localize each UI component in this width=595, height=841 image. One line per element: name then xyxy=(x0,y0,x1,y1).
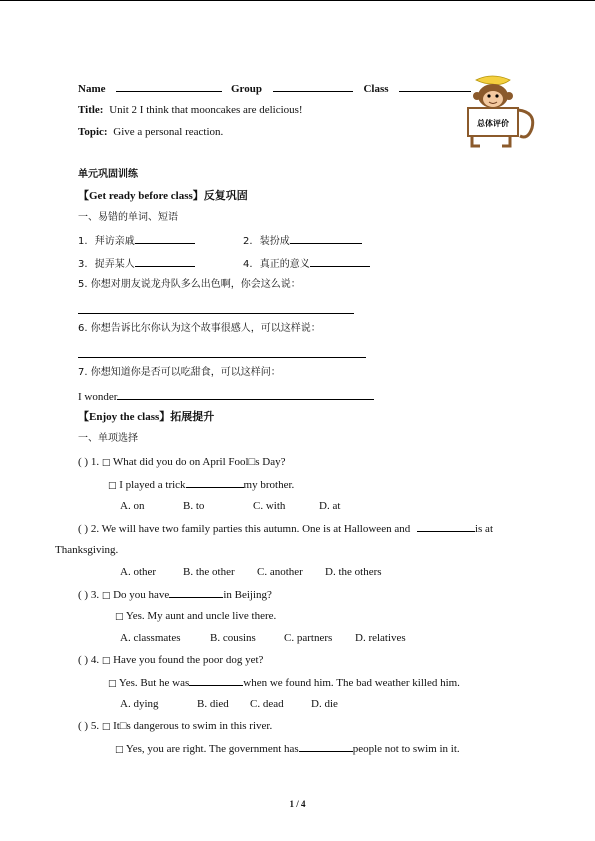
mc-q3-option-d[interactable]: D. relatives xyxy=(355,632,406,644)
mc-q2-cont: Thanksgiving. xyxy=(55,544,119,556)
q6-prompt: 6. 你想告诉比尔你认为这个故事很感人，可以这样说： xyxy=(78,323,321,334)
class-field[interactable] xyxy=(399,81,471,92)
part1-title: 一、易错的单词、短语 xyxy=(78,212,178,223)
mc-q4-option-c[interactable]: C. dead xyxy=(250,698,284,710)
badge-text: 总体评价 xyxy=(477,119,509,128)
mc-q1-line2: □ I played a trick my brother. xyxy=(108,479,295,491)
mc-q4-option-a[interactable]: A. dying xyxy=(120,698,159,710)
name-row xyxy=(78,81,471,96)
mc-q2-blank xyxy=(417,521,475,532)
vocab-blank-3[interactable] xyxy=(135,256,195,267)
mc-q2-answer-paren[interactable]: ( ) 2. xyxy=(78,523,100,535)
page-number: 1 / 4 xyxy=(289,799,306,809)
group-field[interactable] xyxy=(273,81,353,92)
vocab-blank-1[interactable] xyxy=(135,233,195,244)
name-field[interactable] xyxy=(116,81,222,92)
vocab-item-1: 1. 拜访亲戚 xyxy=(78,233,195,249)
vocab-item-2: 2. 装扮成 xyxy=(243,233,362,249)
mc-q3-line2: □ Yes. My aunt and uncle live there. xyxy=(115,610,277,622)
mc-q1: ( ) 1. □ What did you do on April Fool□s Day? xyxy=(78,456,286,468)
mc-q4-option-b[interactable]: B. died xyxy=(197,698,229,710)
mc-q4-option-d[interactable]: D. die xyxy=(311,698,338,710)
topic-value: Give a personal reaction. xyxy=(113,126,224,138)
mc-q1-option-c[interactable]: C. with xyxy=(253,500,286,512)
q6-answer-line[interactable] xyxy=(78,357,366,358)
mc-q2-option-d[interactable]: D. the others xyxy=(325,566,382,578)
section-ready-title: 【Get ready before class】反复巩固 xyxy=(78,190,248,202)
mc-q3-option-a[interactable]: A. classmates xyxy=(120,632,181,644)
mc-q1-option-b[interactable]: B. to xyxy=(183,500,205,512)
vocab-item-4: 4. 真正的意义 xyxy=(243,256,370,272)
q5-answer-line[interactable] xyxy=(78,313,354,314)
q5-prompt: 5. 你想对朋友说龙舟队多么出色啊，你会这么说： xyxy=(78,279,301,290)
title-value: Unit 2 I think that mooncakes are delicious! xyxy=(109,104,303,116)
mc-q1-answer-paren[interactable]: ( ) 1. xyxy=(78,456,100,468)
mc-q4-line2: □ Yes. But he was when we found him. The bad weather killed him. xyxy=(108,677,460,689)
title-row xyxy=(78,103,303,117)
mc-q4-answer-paren[interactable]: ( ) 4. xyxy=(78,654,100,666)
mc-q3-option-c[interactable]: C. partners xyxy=(284,632,333,644)
q7-answer-line[interactable] xyxy=(117,389,374,400)
q7-prompt: 7. 你想知道你是否可以吃甜食，可以这样问： xyxy=(78,367,281,378)
part2-title: 一、单项选择 xyxy=(78,433,138,444)
mc-q2-option-c[interactable]: C. another xyxy=(257,566,303,578)
mc-q4-options xyxy=(120,697,338,711)
topic-label: Topic: xyxy=(78,126,108,138)
mc-q2: ( ) 2. We will have two family parties this autumn. One is at Halloween and is at xyxy=(78,523,493,535)
mc-q3-option-b[interactable]: B. cousins xyxy=(210,632,256,644)
vocab-blank-2[interactable] xyxy=(290,233,362,244)
mc-q3-options xyxy=(120,631,406,645)
mc-q5-line2: □ Yes, you are right. The government has people not to swim in it. xyxy=(115,743,460,755)
class-label: Class xyxy=(363,83,389,95)
mc-q2-option-a[interactable]: A. other xyxy=(120,566,157,578)
title-label: Title: xyxy=(78,104,104,116)
name-label: Name xyxy=(78,83,106,95)
section-enjoy-title: 【Enjoy the class】拓展提升 xyxy=(78,411,215,423)
top-border xyxy=(0,0,595,1)
mc-q1-options xyxy=(120,499,340,513)
mc-q3-blank xyxy=(169,587,223,598)
mc-q1-blank xyxy=(186,477,244,488)
mc-q5-blank xyxy=(299,741,353,752)
mc-q1-option-d[interactable]: D. at xyxy=(319,500,341,512)
mc-q3-answer-paren[interactable]: ( ) 3. xyxy=(78,589,100,601)
topic-row xyxy=(78,125,223,139)
group-label: Group xyxy=(231,83,262,95)
mc-q3: ( ) 3. □ Do you have in Beijing? xyxy=(78,589,272,601)
section-unit-title: 单元巩固训练 xyxy=(78,169,138,180)
q7-answer-row xyxy=(78,389,374,404)
vocab-blank-4[interactable] xyxy=(310,256,370,267)
mc-q5: ( ) 5. □ It□s dangerous to swim in this river. xyxy=(78,720,273,732)
q7-start: I wonder xyxy=(78,391,118,403)
vocab-item-3: 3. 捉弄某人 xyxy=(78,256,195,272)
mc-q4-blank xyxy=(189,675,243,686)
monkey-with-banana-sign-icon xyxy=(462,70,538,152)
mc-q4: ( ) 4. □ Have you found the poor dog yet? xyxy=(78,654,264,666)
mc-q2-options xyxy=(120,565,382,579)
mc-q2-option-b[interactable]: B. the other xyxy=(183,566,235,578)
mc-q5-answer-paren[interactable]: ( ) 5. xyxy=(78,720,100,732)
mc-q1-option-a[interactable]: A. on xyxy=(120,500,145,512)
